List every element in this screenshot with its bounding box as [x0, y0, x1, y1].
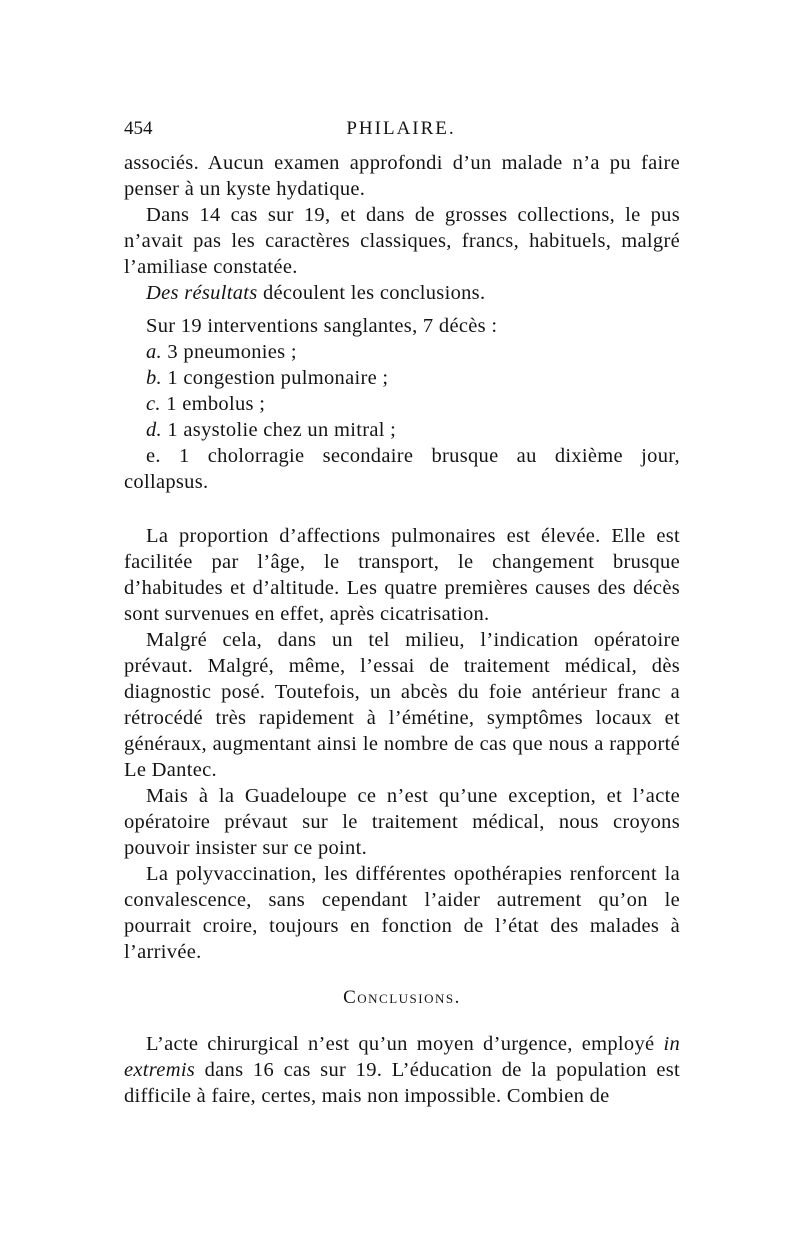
paragraph [124, 1031, 680, 1109]
list-letter: e. [146, 445, 161, 467]
list-letter: c. [146, 393, 161, 415]
text-span: L’acte chirurgical n’est qu’un moyen d’urgence, employé [146, 1033, 664, 1055]
section-title: Conclusions. [343, 987, 461, 1008]
page-number: 454 [124, 118, 153, 139]
list-letter: d. [146, 419, 162, 441]
paragraph: Sur 19 interventions sanglantes, 7 décès : [146, 315, 498, 337]
list-letter: b. [146, 367, 162, 389]
list-text: 1 congestion pulmonaire ; [167, 367, 389, 389]
italic-phrase: Des résultats [146, 282, 258, 304]
list-item [124, 365, 680, 391]
paragraph: La polyvaccination, les différentes opothérapies renforcent la convalescence, sans cependant l’aider autrement qu’on le pourrait croire, toujours en fonction de l’état des malades à l’arrivée. [124, 863, 680, 963]
list-text: 3 pneumonies ; [167, 341, 297, 363]
text-span: dans 16 cas sur 19. L’éducation de la population est difficile à faire, certes, mais non impossible. Combien de [124, 1059, 680, 1107]
text-span: découlent les conclusions. [257, 282, 486, 304]
running-head: PHILAIRE. [346, 118, 456, 139]
list-item [124, 443, 680, 495]
list-text: 1 asystolie chez un mitral ; [167, 419, 397, 441]
list-item [124, 417, 680, 443]
list-letter: a. [146, 341, 162, 363]
list-text: 1 embolus ; [166, 393, 266, 415]
paragraph [124, 280, 680, 306]
page-body [124, 150, 680, 1109]
page-header [124, 116, 678, 142]
paragraph: Malgré cela, dans un tel milieu, l’indication opératoire prévaut. Malgré, même, l’essai de traitement médical, dès diagnostic posé. Toutefois, un abcès du foie antérieur franc a rétrocédé très rapidement à l’émétine, symptômes locaux et généraux, augmentant ainsi le nombre de cas que nous a rapporté Le Dantec. [124, 629, 680, 781]
list-item [124, 391, 680, 417]
list-text: 1 cholorragie secondaire brusque au dixième jour, collapsus. [124, 445, 680, 493]
paragraph: Mais à la Guadeloupe ce n’est qu’une exception, et l’acte opératoire prévaut sur le traitement médical, nous croyons pouvoir insister sur ce point. [124, 785, 680, 859]
paragraph: Dans 14 cas sur 19, et dans de grosses collections, le pus n’avait pas les caractères classiques, francs, habituels, malgré l’amiliase constatée. [124, 204, 680, 278]
italic-phrase: in extremis [124, 1033, 680, 1081]
list-item [124, 339, 680, 365]
paragraph: associés. Aucun examen approfondi d’un malade n’a pu faire penser à un kyste hydatique. [124, 152, 680, 200]
paragraph: La proportion d’affections pulmonaires est élevée. Elle est facilitée par l’âge, le transport, le changement brusque d’habitudes et d’altitude. Les quatre premières causes des décès sont survenues en effet, après cicatrisation. [124, 525, 680, 625]
